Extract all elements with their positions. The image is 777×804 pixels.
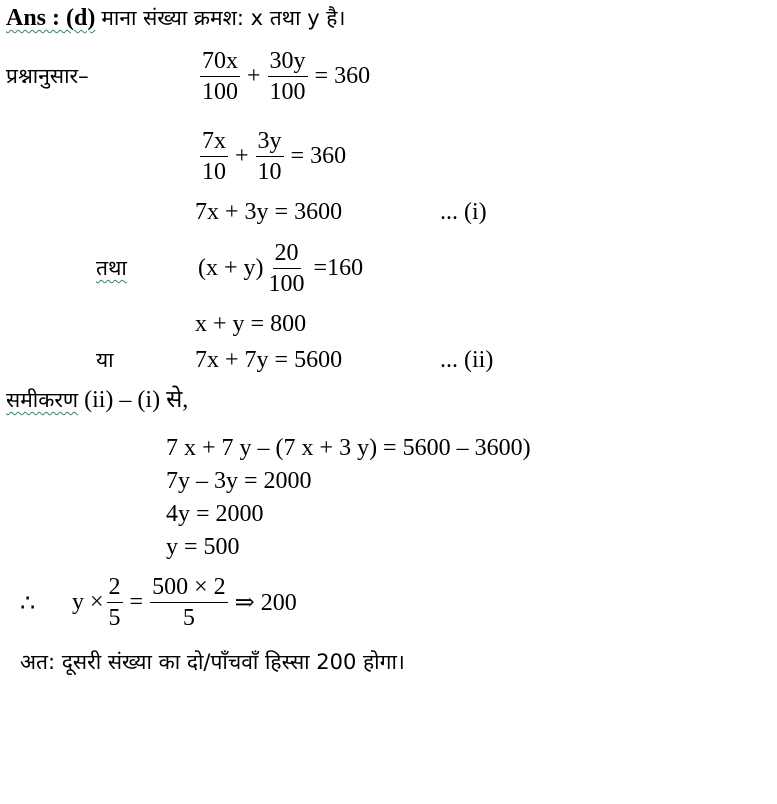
step6-tag: ... (ii) [440,347,494,373]
answer-label: Ans : (d) [6,5,96,31]
conclusion-text: अत: दूसरी संख्या का दो/पाँचवाँ हिस्सा 200 होगा। [20,650,405,674]
step1-fraction-1: $\frac{70x}{100}$ [202,48,238,105]
step2-fraction-1: $\frac{7x}{10}$ [202,128,226,185]
step6-equation: 7x + 7y = 5600 [195,347,343,373]
step1-fraction-2: $\frac{30y}{100}$ [269,48,306,105]
solution-line-3: 4y = 2000 [166,501,264,527]
step7-label: समीकरण [6,388,79,412]
solution-line-2: 7y – 3y = 2000 [166,468,312,494]
step7-line [6,386,188,414]
step4-label: तथा [96,256,127,280]
step7-text: (ii) – (i) से, [84,387,189,413]
step1-equation: $\frac{70x}{100}$ + $\frac{30y}{100}$ = 360 [202,48,371,105]
step2-fraction-2: $\frac{3y}{10}$ [257,128,282,185]
step5-equation: x + y = 800 [195,311,307,337]
therefore-symbol: ∴ [20,591,36,617]
step6-label: या [96,348,114,372]
solution-line-1: 7 x + 7 y – (7 x + 3 y) = 5600 – 3600) [166,435,531,461]
step3-equation: 7x + 3y = 3600 [195,199,343,225]
final-equation: y × $\frac{2}{5}$ = $\frac{500 \times 2}{5}$ ⇒ 200 [72,574,297,631]
answer-text: माना संख्या क्रमश: x तथा y है। [101,6,346,30]
final-fraction-1: $\frac{2}{5}$ [108,574,121,631]
step1-label: प्रश्नानुसार– [6,64,89,88]
step4-equation: (x + y) $\frac{20}{100}$ =160 [198,240,364,297]
step2-equation: $\frac{7x}{10}$ + $\frac{3y}{10}$ = 360 [202,128,347,185]
final-fraction-2: $\frac{500 \times 2}{5}$ [152,574,226,631]
step3-tag: ... (i) [440,199,487,225]
solution-line-4: y = 500 [166,534,240,560]
answer-header [6,4,345,32]
step4-fraction: $\frac{20}{100}$ [268,240,305,297]
